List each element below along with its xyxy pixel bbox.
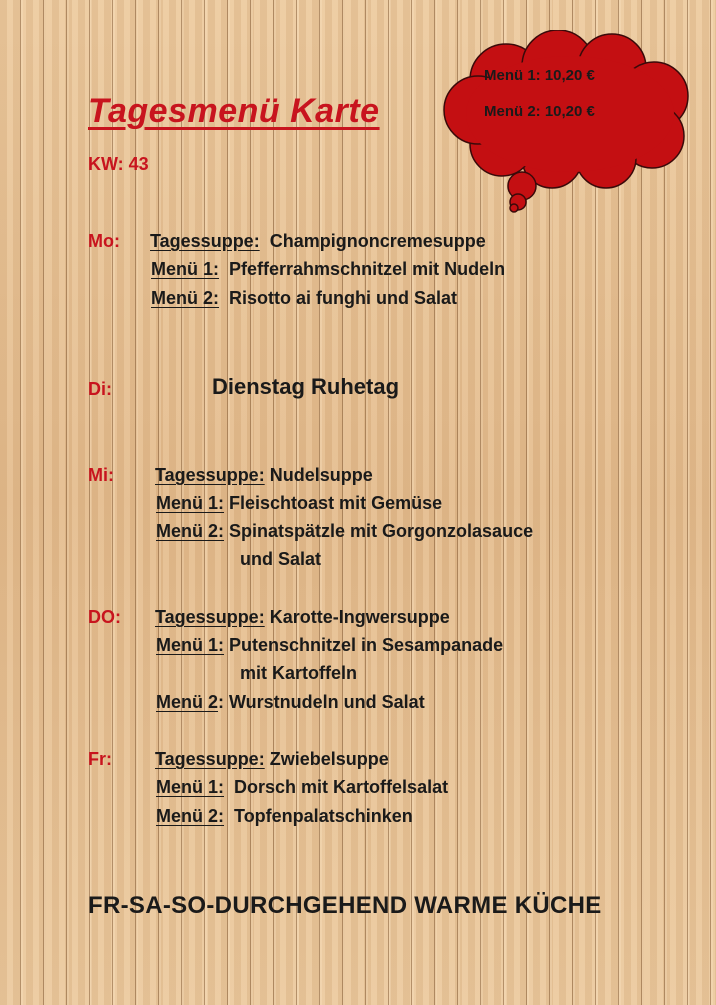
page-title: Tagesmenü Karte	[88, 92, 380, 130]
mo-menu2-text: Risotto ai funghi und Salat	[229, 288, 458, 308]
mi-menu1-text: Fleischtoast mit Gemüse	[229, 493, 443, 513]
fr-soup	[155, 749, 389, 770]
fr-menu2-text: Topfenpalatschinken	[234, 806, 413, 826]
do-menu2-text: : Wurstnudeln und Salat	[218, 692, 425, 712]
mo-menu1	[151, 259, 505, 280]
mi-soup	[155, 465, 373, 486]
price-cloud	[436, 30, 698, 216]
footer-notice: FR-SA-SO-DURCHGEHEND WARME KÜCHE	[88, 892, 602, 919]
do-soup-text: Karotte-Ingwersuppe	[269, 607, 450, 627]
fr-menu2	[156, 806, 413, 827]
fr-menu1-text: Dorsch mit Kartoffelsalat	[234, 777, 449, 797]
mo-menu2-label: Menü 2:	[151, 288, 220, 308]
calendar-week: KW: 43	[88, 154, 149, 174]
di-ruhetag: Dienstag Ruhetag	[212, 374, 400, 399]
mi-menu2-text: Spinatspätzle mit Gorgonzolasauce	[229, 521, 534, 541]
mi-menu2-cont: und Salat	[240, 549, 322, 569]
day-label-mi: Mi:	[88, 465, 114, 485]
price-menu1: Menü 1: 10,20 €	[484, 67, 595, 84]
mi-menu1-label: Menü 1:	[156, 493, 225, 513]
mi-soup-label: Tagessuppe:	[155, 465, 265, 485]
do-soup	[155, 607, 450, 628]
day-label-di: Di:	[88, 379, 112, 399]
mo-soup	[150, 231, 486, 252]
mo-soup-label: Tagessuppe:	[150, 231, 260, 251]
mi-menu2	[156, 521, 533, 542]
mo-menu2	[151, 288, 457, 309]
price-menu2: Menü 2: 10,20 €	[484, 103, 595, 120]
mi-menu1	[156, 493, 442, 514]
do-menu1-label: Menü 1:	[156, 635, 225, 655]
day-label-mo: Mo:	[88, 231, 120, 251]
fr-menu1	[156, 777, 448, 798]
mo-menu1-text: Pfefferrahmschnitzel mit Nudeln	[229, 259, 506, 279]
mo-menu1-label: Menü 1:	[151, 259, 220, 279]
day-label-fr: Fr:	[88, 749, 112, 769]
do-menu2-label: Menü 2	[156, 692, 219, 712]
fr-soup-label: Tagessuppe:	[155, 749, 265, 769]
do-menu2	[156, 692, 425, 713]
mi-soup-text: Nudelsuppe	[269, 465, 373, 485]
fr-menu2-label: Menü 2:	[156, 806, 225, 826]
do-soup-label: Tagessuppe:	[155, 607, 265, 627]
do-menu1-text: Putenschnitzel in Sesampanade	[229, 635, 504, 655]
do-menu1	[156, 635, 503, 656]
fr-soup-text: Zwiebelsuppe	[269, 749, 389, 769]
mi-menu2-label: Menü 2:	[156, 521, 225, 541]
day-label-do: DO:	[88, 607, 121, 627]
mo-soup-text: Champignoncremesuppe	[269, 231, 486, 251]
fr-menu1-label: Menü 1:	[156, 777, 225, 797]
do-menu1-cont: mit Kartoffeln	[240, 663, 357, 683]
